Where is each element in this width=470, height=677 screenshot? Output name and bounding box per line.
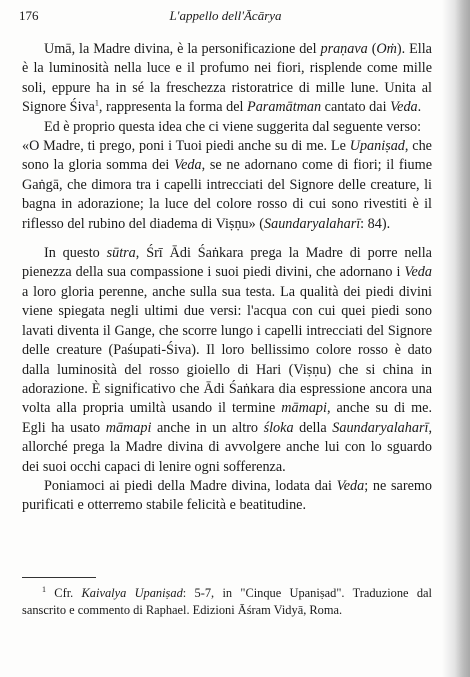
footnote-rule bbox=[22, 577, 96, 578]
footnote-marker: 1 bbox=[42, 584, 46, 594]
paragraph-2: Ed è proprio questa idea che ci viene suggerita dal seguente verso: bbox=[44, 118, 422, 135]
footnote-ref: 1 bbox=[94, 98, 99, 108]
paragraph-3: In questo sūtra, Śrī Ādi Śaṅkara prega la Madre di porre nella pienezza della sua compassione i suoi piedi divini, che adornano i Veda a loro gloria perenne, anche sulla sua testa. La qualità dei piedi divini viene spiegata negli ultimi due versi: l'acqua con cui quei piedi sono lavati diventa il Gange, che scorre lungo i capelli intrecciati del Signore delle creature (Paśupati-Śiva). Il loro bellissimo colore rosso è dato dalla luminosità del rosso gioiello di Hari (Viṣṇu) che si china in adorazione. È significativo che Ādi Śaṅkara dia espressione ancora una volta alla propria umiltà usando il termine māmapi, anche su di me. Egli ha usato māmapi anche in un altro śloka della Saundaryalaharī, allorché prega la Madre divina di avvolgere anche lui con lo sguardo dei suoi occhi capaci di lenire ogni sofferenza. bbox=[22, 245, 432, 475]
page-gutter-shadow bbox=[442, 0, 470, 677]
paragraph-1: Umā, la Madre divina, è la personificazione del praṇava (Oṁ). Ella è la luminosità nella luce e il profumo nei fiori, risplende come mille soli, eppure ha in sé la freschezza ristoratrice di mille lune. Unita al Signore Śiva$^1$, rappresenta la forma del Paramātman cantato dai Veda. bbox=[22, 41, 432, 116]
footnote: $^1$ Cfr. Kaivalya Upaniṣad: 5-7, in "Cinque Upaniṣad". Traduzione dal sanscrito e commento di Raphael. Edizioni Āśram Vidyā, Roma. bbox=[22, 584, 432, 617]
main-text bbox=[22, 40, 432, 516]
quoted-verse: «O Madre, ti prego, poni i Tuoi piedi anche su di me. Le Upaniṣad, che sono la gloria somma dei Veda, se ne adornano come di fiori; il fiume Gaṅgā, che dimora tra i capelli intrecciati del Signore delle creature, li bagna in adorazione; la luce del colore rosso di cui sono rivestiti è il riflesso del rubino del diadema di Viṣṇu» (Saundaryalaharī: 84). bbox=[22, 138, 432, 232]
running-title: L'appello dell'Ācārya bbox=[169, 8, 282, 23]
page-number: 176 bbox=[19, 8, 39, 23]
running-head bbox=[19, 8, 432, 28]
paragraph-4: Poniamoci ai piedi della Madre divina, lodata dai Veda; ne saremo purificati e otterremo stabile felicità e beatitudine. bbox=[22, 477, 432, 514]
